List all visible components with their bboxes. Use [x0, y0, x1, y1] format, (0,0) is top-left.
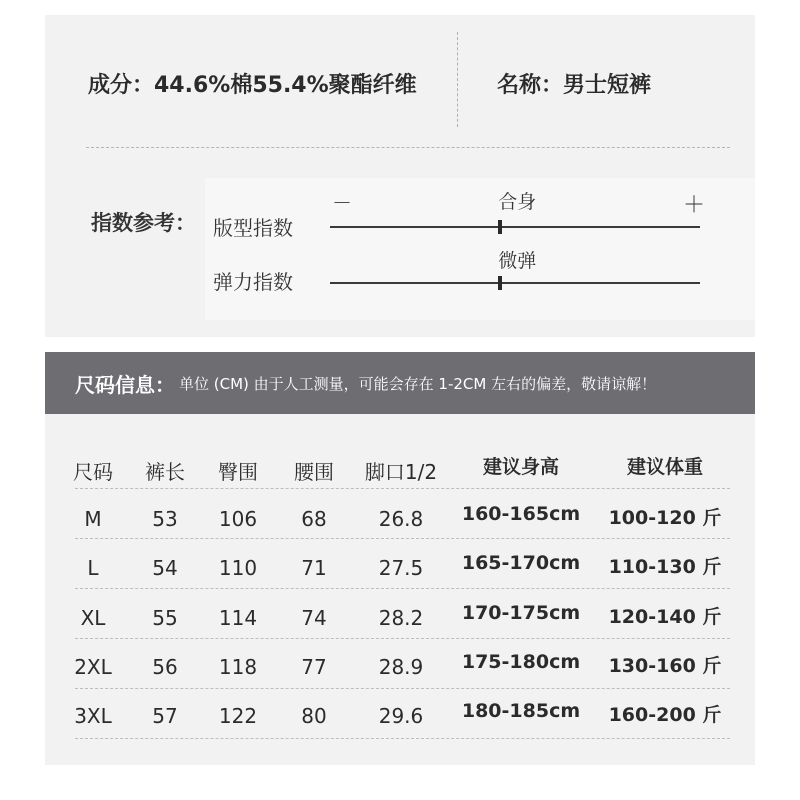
- column-header-hem: 脚口1/2: [364, 460, 438, 484]
- column-header-height: 建议身高: [482, 456, 559, 478]
- table-cell-hip: 118: [218, 655, 258, 679]
- table-cell-height: 165-170cm: [461, 552, 581, 574]
- elasticity-index-value: 微弹: [498, 250, 537, 272]
- column-header-waist: 腰围: [294, 460, 334, 484]
- table-cell-height: 175-180cm: [461, 651, 581, 673]
- index-reference-box: [205, 178, 755, 320]
- row-divider: [75, 538, 730, 539]
- table-cell-waist: 71: [301, 556, 327, 580]
- row-divider: [75, 738, 730, 739]
- size-info-note: 单位 (CM) 由于人工测量，可能会存在 1-2CM 左右的偏差，敬请谅解！: [179, 374, 657, 393]
- table-cell-hem: 28.9: [378, 655, 424, 679]
- table-cell-hem: 29.6: [378, 704, 424, 728]
- table-cell-hem: 28.2: [378, 606, 424, 630]
- table-cell-size: M: [84, 507, 102, 531]
- plus-sign: ＋: [683, 193, 706, 218]
- table-cell-weight: 160-200 斤: [608, 704, 722, 726]
- row-divider: [75, 688, 730, 689]
- table-cell-length: 53: [152, 507, 178, 531]
- table-cell-waist: 80: [301, 704, 327, 728]
- table-cell-length: 57: [152, 704, 178, 728]
- table-cell-size: XL: [80, 606, 106, 630]
- elasticity-index-scale: [330, 282, 700, 284]
- table-cell-weight: 120-140 斤: [608, 606, 722, 628]
- table-cell-height: 180-185cm: [461, 700, 581, 722]
- table-cell-height: 160-165cm: [461, 503, 581, 525]
- fit-index-scale: [330, 226, 700, 228]
- table-cell-weight: 110-130 斤: [608, 556, 722, 578]
- table-cell-hem: 26.8: [378, 507, 424, 531]
- table-cell-hip: 110: [218, 556, 258, 580]
- vertical-divider: [457, 32, 458, 127]
- fit-index-value: 合身: [498, 191, 537, 213]
- elasticity-index-label: 弹力指数: [213, 270, 293, 294]
- fit-index-marker: [498, 220, 502, 234]
- table-cell-hem: 27.5: [378, 556, 424, 580]
- column-header-weight: 建议体重: [626, 456, 703, 478]
- table-cell-height: 170-175cm: [461, 602, 581, 624]
- table-cell-hip: 106: [218, 507, 258, 531]
- table-cell-hip: 122: [218, 704, 258, 728]
- minus-sign: －: [332, 191, 352, 215]
- table-cell-length: 55: [152, 606, 178, 630]
- table-cell-waist: 74: [301, 606, 327, 630]
- row-divider: [75, 488, 730, 489]
- table-cell-size: L: [87, 556, 99, 580]
- elasticity-index-marker: [498, 276, 502, 290]
- column-header-size: 尺码: [73, 460, 113, 484]
- row-divider: [75, 588, 730, 589]
- fit-index-label: 版型指数: [213, 216, 293, 240]
- row-divider: [75, 638, 730, 639]
- table-cell-size: 3XL: [74, 704, 112, 728]
- table-cell-waist: 68: [301, 507, 327, 531]
- table-cell-size: 2XL: [74, 655, 112, 679]
- index-reference-label: 指数参考：: [91, 211, 196, 235]
- table-cell-length: 54: [152, 556, 178, 580]
- size-info-title: 尺码信息：: [75, 372, 175, 397]
- table-cell-hip: 114: [218, 606, 258, 630]
- column-header-hip: 臀围: [218, 460, 258, 484]
- size-info-banner: [45, 352, 755, 414]
- product-name-text: 名称：男士短裤: [497, 73, 652, 98]
- horizontal-divider: [86, 147, 730, 148]
- table-cell-weight: 100-120 斤: [608, 507, 722, 529]
- table-cell-weight: 130-160 斤: [608, 655, 722, 677]
- table-cell-length: 56: [152, 655, 178, 679]
- table-cell-waist: 77: [301, 655, 327, 679]
- column-header-length: 裤长: [145, 460, 185, 484]
- composition-text: 成分：44.6%棉55.4%聚酯纤维: [88, 73, 417, 98]
